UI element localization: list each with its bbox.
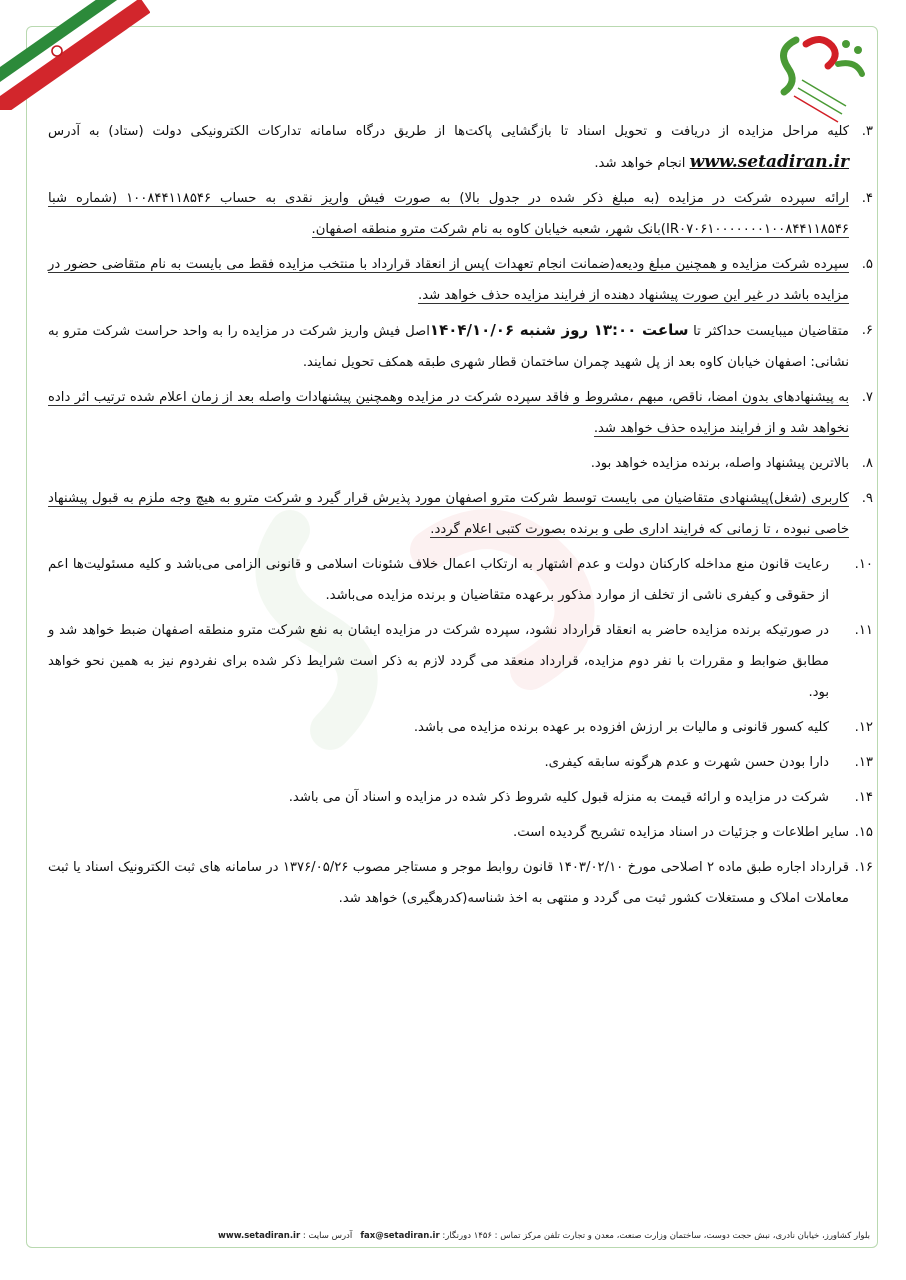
item-text: سایر اطلاعات و جزئیات در اسناد مزایده تشریح گردیده است. (513, 825, 849, 840)
item-text: کلیه مراحل مزایده از دریافت و تحویل اسناد تا بازگشایی پاکت‌ها از طریق درگاه سامانه تدارکات الکترونیکی دولت (ستاد) به آدرس (48, 124, 849, 139)
item-text: انجام خواهد شد. (594, 156, 690, 171)
list-item (48, 817, 873, 848)
list-item (48, 549, 873, 611)
list-item (48, 315, 873, 378)
item-text: متقاضیان میبایست حداکثر تا (688, 324, 849, 339)
item-text: ارائه سپرده شرکت در مزایده (به مبلغ ذکر شده در جدول بالا) به صورت فیش واریز نقدی به حساب ۱۰۰۸۴۴۱۱۸۵۴۶ (شماره شبا IR۰۷۰۶۱۰۰۰۰۰۰۰۱۰۰۸۴۴۱۱۸۵۴۶)بانک شهر، شعبه خیابان کاوه به نام شرکت مترو منطقه اصفهان. (48, 191, 849, 237)
item-number: ۶. (861, 323, 873, 338)
footer-site-link[interactable]: www.setadiran.ir (217, 1231, 301, 1241)
item-number: ۸. (861, 456, 873, 471)
item-number: ۱۵. (854, 825, 873, 840)
list-item (48, 712, 873, 743)
list-item (48, 448, 873, 479)
item-text: ساعت ۱۳:۰۰ روز شنبه ۱۴۰۴/۱۰/۰۶ (429, 321, 689, 339)
emblem-icon (50, 44, 64, 58)
list-item (48, 782, 873, 813)
item-text: شرکت در مزایده و ارائه قیمت به منزله قبول کلیه شروط ذکر شده در مزایده و اسناد آن می باشد. (288, 790, 829, 805)
item-number: ۱۴. (854, 790, 873, 805)
item-text: کلیه کسور قانونی و مالیات بر ارزش افزوده بر عهده برنده مزایده می باشد. (413, 720, 829, 735)
item-number: ۱۳. (854, 755, 873, 770)
list-item (48, 183, 873, 245)
footer-address: بلوار کشاورز، خیابان نادری، نبش حجت دوست، ساختمان وزارت صنعت، معدن و تجارت تلفن مرکز تماس : ۱۴۵۶ دورنگار: (442, 1231, 870, 1241)
item-number: ۵. (861, 257, 873, 272)
item-text: در صورتیکه برنده مزایده حاضر به انعقاد قرارداد نشود، سپرده شرکت در مزایده ایشان به نفع شرکت مترو منطقه اصفهان ضبط خواهد شد و مطابق ضوابط و مقررات با نفر دوم مزایده، قرارداد منعقد می گردد لازم به ذکر است شرایط ذکر شده برای نفردوم نیز به همین نحو خواهد بود. (48, 623, 829, 700)
iran-flag-ribbon (0, 0, 150, 110)
item-text: به پیشنهادهای بدون امضا، ناقص، مبهم ،مشروط و فاقد سپرده شرکت در مزایده وهمچنین پیشنهادات واصله بعد از زمان اعلام شده ترتیب اثر داده نخواهد شد و از فرایند مزایده حذف خواهد شد. (48, 390, 849, 436)
setad-logo (766, 30, 876, 125)
footer-site-label: آدرس سایت : (302, 1231, 353, 1241)
item-text: رعایت قانون منع مداخله کارکنان دولت و عدم اشتهار به ارتکاب اعمال خلاف شئونات اسلامی و قانونی الزامی می‌باشد و کلیه مسئولیت‌ها اعم از حقوقی و کیفری ناشی از تخلف از موارد مذکور برعهده متقاضیان و برنده مزایده می‌باشد. (48, 557, 829, 603)
list-item (48, 382, 873, 444)
item-text: قرارداد اجاره طبق ماده ۲ اصلاحی مورخ ۱۴۰۳/۰۲/۱۰ قانون روابط موجر و مستاجر مصوب ۱۳۷۶/۰۵/۲۶ در سامانه های ثبت الکترونیک اسناد یا ثبت معاملات املاک و مستغلات کشور ثبت می گردد و منتهی به اخذ شناسه(کدرهگیری) خواهد شد. (48, 860, 849, 906)
item-number: ۳. (861, 124, 873, 139)
item-number: ۷. (861, 390, 873, 405)
conditions-list (48, 116, 873, 918)
list-item (48, 852, 873, 914)
item-number: ۴. (861, 191, 873, 206)
list-item (48, 249, 873, 311)
footer-fax[interactable]: fax@setadiran.ir (360, 1231, 440, 1241)
item-text: اصل فیش واریز شرکت در مزایده را به واحد حراست شرکت مترو به نشانی: اصفهان خیابان کاوه بعد از پل شهید چمران ساختمان قطار شهری طبقه همکف تحویل نمایند. (48, 324, 849, 370)
item-number: ۱۶. (854, 860, 873, 875)
item-text: دارا بودن حسن شهرت و عدم هرگونه سابقه کیفری. (544, 755, 829, 770)
website-link[interactable]: www.setadiran.ir (689, 152, 849, 172)
item-number: ۱۲. (854, 720, 873, 735)
list-item (48, 483, 873, 545)
list-item (48, 615, 873, 708)
item-number: ۹. (861, 491, 873, 506)
item-number: ۱۱. (854, 623, 873, 638)
item-text: بالاترین پیشنهاد واصله، برنده مزایده خواهد بود. (590, 456, 849, 471)
item-text: کاربری (شغل)پیشنهادی متقاضیان می بایست توسط شرکت مترو اصفهان مورد پذیرش قرار گیرد و شرکت مترو به هیچ وجه ملزم به قبول پیشنهاد خاصی نبوده ، تا زمانی که فرایند اداری طی و برنده بصورت کتبی اعلام گردد. (48, 491, 849, 537)
footer (40, 1231, 870, 1241)
list-item (48, 116, 873, 179)
item-text: سپرده شرکت مزایده و همچنین مبلغ ودیعه(ضمانت انجام تعهدات )پس از انعقاد قرارداد با منتخب مزایده فقط می بایست به نام متقاضی حضور در مزایده باشد در غیر این صورت پیشنهاد دهنده از فرایند مزایده حذف خواهد شد. (48, 257, 849, 303)
item-number: ۱۰. (854, 557, 873, 572)
list-item (48, 747, 873, 778)
